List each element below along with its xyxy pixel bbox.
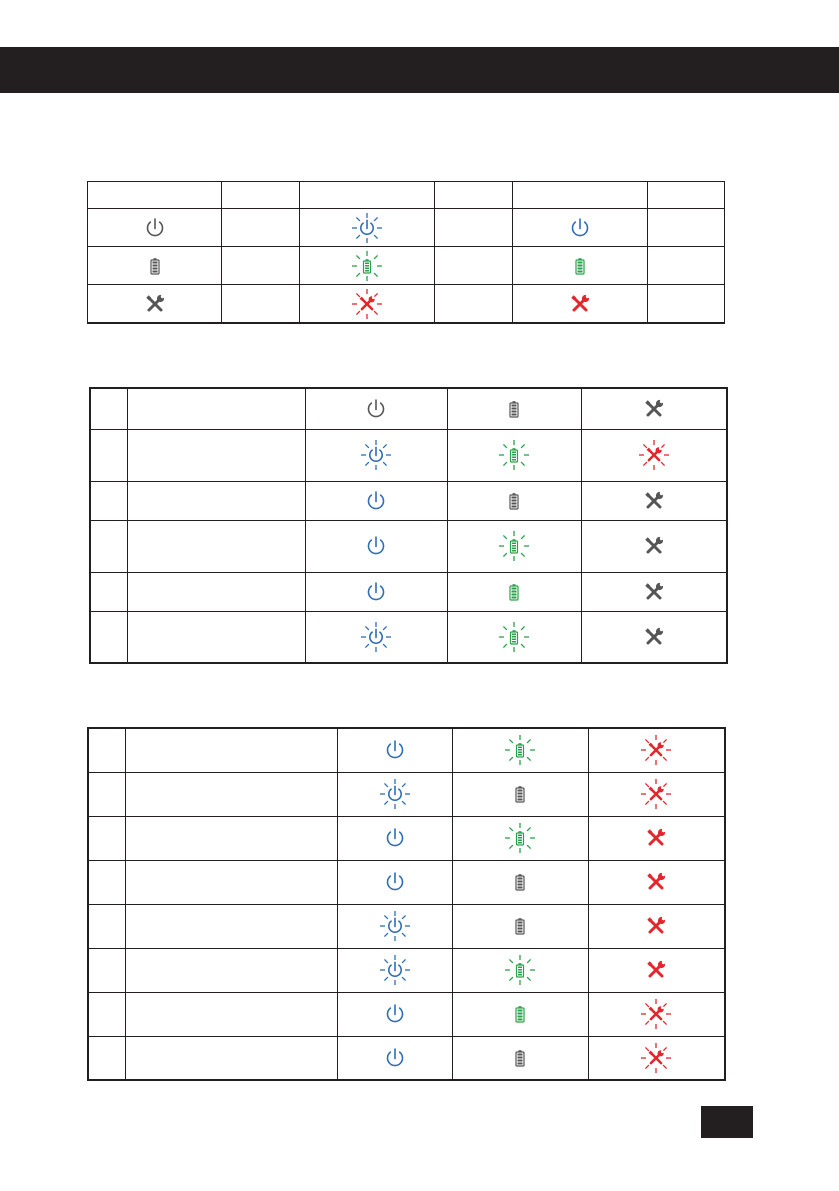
wrench-status-cell: [581, 429, 727, 481]
power-status-cell: [337, 772, 452, 816]
battery-status-cell: [452, 992, 588, 1036]
battery-icon: [504, 954, 536, 986]
row-number: [90, 388, 127, 429]
table-row: [88, 992, 725, 1036]
wrench-status-cell: [588, 992, 725, 1036]
row-number: [90, 429, 127, 481]
power-status-cell: [337, 1036, 452, 1080]
power-icon: [379, 954, 411, 986]
battery-icon: [498, 485, 530, 517]
wrench-status-cell: [581, 611, 727, 663]
battery-status-cell: [447, 572, 581, 611]
legend-on-cell: [513, 247, 648, 285]
battery-icon: [504, 778, 536, 810]
power-icon: [360, 621, 392, 653]
table-row: [88, 860, 725, 904]
wrench-icon: [139, 288, 171, 320]
row-number: [88, 728, 125, 772]
power-status-cell: [305, 611, 447, 663]
table-row: [88, 728, 725, 772]
row-number: [88, 860, 125, 904]
row-description: [125, 772, 337, 816]
battery-icon: [504, 998, 536, 1030]
power-status-cell: [337, 728, 452, 772]
legend-off-label: [222, 247, 300, 285]
table-row: [88, 772, 725, 816]
wrench-icon: [640, 998, 672, 1030]
power-status-cell: [305, 520, 447, 572]
wrench-status-cell: [588, 860, 725, 904]
table-row: [90, 611, 727, 663]
battery-icon: [498, 530, 530, 562]
legend-off-cell: [88, 209, 222, 247]
legend-blink-label: [435, 209, 513, 247]
table-row: [88, 948, 725, 992]
row-number: [90, 611, 127, 663]
wrench-icon: [640, 734, 672, 766]
row-description: [125, 992, 337, 1036]
row-description: [127, 481, 305, 520]
wrench-icon: [640, 866, 672, 898]
table-row: [90, 520, 727, 572]
power-icon: [360, 485, 392, 517]
legend-header-cell: [88, 182, 222, 209]
row-number: [88, 948, 125, 992]
row-description: [127, 572, 305, 611]
battery-status-cell: [447, 429, 581, 481]
battery-icon: [139, 250, 171, 282]
wrench-icon: [638, 621, 670, 653]
wrench-icon: [640, 1042, 672, 1074]
power-icon: [379, 866, 411, 898]
battery-icon: [504, 1042, 536, 1074]
table-row: [88, 1036, 725, 1080]
legend-on-label: [648, 247, 725, 285]
table-row: [90, 429, 727, 481]
legend-on-label: [648, 285, 725, 324]
wrench-status-cell: [588, 816, 725, 860]
battery-icon: [504, 866, 536, 898]
row-description: [127, 388, 305, 429]
wrench-status-cell: [581, 388, 727, 429]
legend-row-wrench: [88, 285, 725, 324]
battery-status-cell: [447, 520, 581, 572]
battery-status-cell: [447, 481, 581, 520]
wrench-status-cell: [588, 948, 725, 992]
battery-status-cell: [447, 388, 581, 429]
legend-blink-label: [435, 247, 513, 285]
legend-header-cell: [513, 182, 648, 209]
power-icon: [379, 822, 411, 854]
wrench-icon: [351, 288, 383, 320]
wrench-icon: [640, 910, 672, 942]
error-table: [87, 727, 726, 1081]
power-status-cell: [305, 388, 447, 429]
table-row: [90, 572, 727, 611]
legend-blink-label: [435, 285, 513, 324]
wrench-status-cell: [581, 572, 727, 611]
legend-row-battery: [88, 247, 725, 285]
legend-header-cell: [222, 182, 300, 209]
power-status-cell: [305, 481, 447, 520]
power-status-cell: [305, 572, 447, 611]
power-icon: [564, 212, 596, 244]
legend-blink-cell: [300, 247, 435, 285]
power-icon: [360, 439, 392, 471]
battery-status-cell: [452, 1036, 588, 1080]
power-icon: [360, 393, 392, 425]
battery-status-cell: [452, 772, 588, 816]
battery-icon: [564, 250, 596, 282]
power-icon: [379, 734, 411, 766]
power-status-cell: [337, 992, 452, 1036]
wrench-icon: [638, 439, 670, 471]
battery-icon: [504, 910, 536, 942]
power-icon: [379, 1042, 411, 1074]
battery-icon: [498, 621, 530, 653]
legend-blink-cell: [300, 285, 435, 324]
battery-icon: [498, 393, 530, 425]
wrench-status-cell: [581, 481, 727, 520]
row-description: [127, 429, 305, 481]
wrench-icon: [638, 576, 670, 608]
battery-status-cell: [452, 948, 588, 992]
battery-icon: [351, 250, 383, 282]
legend-header-cell: [648, 182, 725, 209]
legend-header-cell: [435, 182, 513, 209]
battery-icon: [498, 439, 530, 471]
power-status-cell: [305, 429, 447, 481]
table-row: [88, 904, 725, 948]
legend-on-cell: [513, 285, 648, 324]
wrench-icon: [564, 288, 596, 320]
row-number: [88, 772, 125, 816]
battery-icon: [504, 734, 536, 766]
row-number: [90, 520, 127, 572]
wrench-icon: [640, 822, 672, 854]
power-icon: [379, 998, 411, 1030]
wrench-status-cell: [581, 520, 727, 572]
row-number: [88, 1036, 125, 1080]
status-table: [89, 387, 728, 664]
row-description: [125, 728, 337, 772]
power-status-cell: [337, 948, 452, 992]
page-number-box: [701, 1106, 753, 1138]
power-icon: [360, 576, 392, 608]
battery-status-cell: [447, 611, 581, 663]
legend-header-cell: [300, 182, 435, 209]
row-description: [127, 611, 305, 663]
legend-row-power: [88, 209, 725, 247]
power-icon: [351, 212, 383, 244]
power-icon: [139, 212, 171, 244]
legend-on-cell: [513, 209, 648, 247]
power-icon: [360, 530, 392, 562]
legend-off-cell: [88, 247, 222, 285]
battery-icon: [504, 822, 536, 854]
power-status-cell: [337, 816, 452, 860]
battery-status-cell: [452, 816, 588, 860]
row-number: [90, 481, 127, 520]
battery-icon: [498, 576, 530, 608]
wrench-status-cell: [588, 904, 725, 948]
row-number: [88, 816, 125, 860]
wrench-status-cell: [588, 1036, 725, 1080]
wrench-status-cell: [588, 772, 725, 816]
legend-off-label: [222, 209, 300, 247]
power-icon: [379, 910, 411, 942]
wrench-status-cell: [588, 728, 725, 772]
row-number: [88, 904, 125, 948]
battery-status-cell: [452, 860, 588, 904]
wrench-icon: [638, 485, 670, 517]
legend-table: [87, 181, 725, 324]
table-row: [90, 388, 727, 429]
power-status-cell: [337, 860, 452, 904]
legend-on-label: [648, 209, 725, 247]
row-description: [125, 904, 337, 948]
header-bar: [0, 47, 839, 93]
table-row: [88, 816, 725, 860]
legend-header-row: [88, 182, 725, 209]
row-description: [125, 948, 337, 992]
row-description: [125, 1036, 337, 1080]
wrench-icon: [638, 393, 670, 425]
wrench-icon: [638, 530, 670, 562]
row-description: [125, 860, 337, 904]
battery-status-cell: [452, 728, 588, 772]
table-row: [90, 481, 727, 520]
row-description: [125, 816, 337, 860]
wrench-icon: [640, 778, 672, 810]
battery-status-cell: [452, 904, 588, 948]
power-icon: [379, 778, 411, 810]
legend-off-cell: [88, 285, 222, 324]
row-description: [127, 520, 305, 572]
legend-off-label: [222, 285, 300, 324]
power-status-cell: [337, 904, 452, 948]
row-number: [90, 572, 127, 611]
row-number: [88, 992, 125, 1036]
wrench-icon: [640, 954, 672, 986]
legend-blink-cell: [300, 209, 435, 247]
